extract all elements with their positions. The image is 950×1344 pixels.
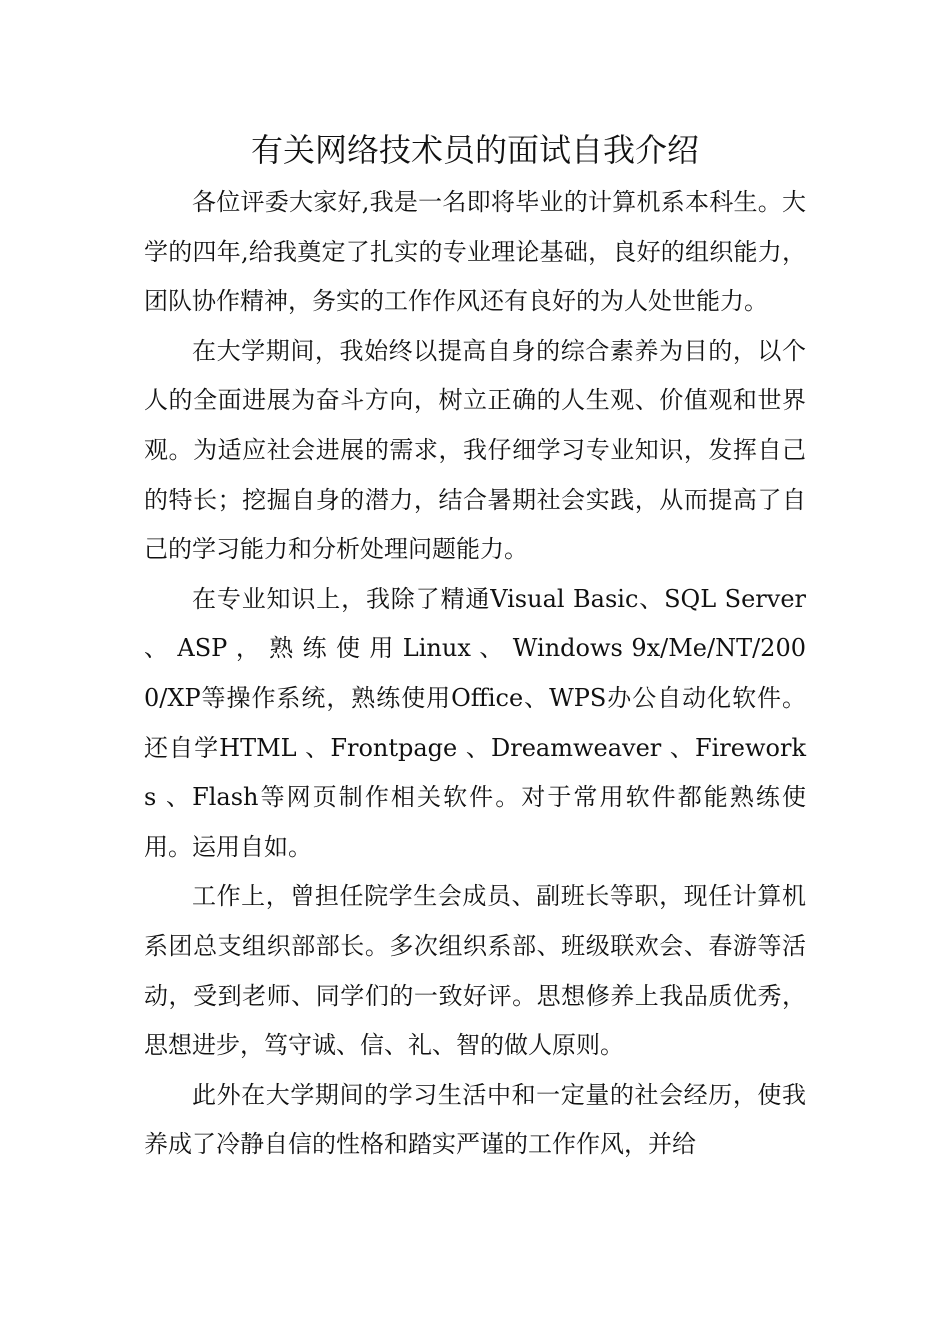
paragraph-intro: 各位评委大家好,我是一名即将毕业的计算机系本科生。大学的四年,给我奠定了扎实的专业理论基础，良好的组织能力，团队协作精神，务实的工作作风还有良好的为人处世能力。: [144, 188, 806, 316]
document-body: [144, 178, 806, 1170]
paragraph-work-experience: 工作上，曾担任院学生会成员、副班长等职，现任计算机系团总支组织部部长。多次组织系部、班级联欢会、春游等活动，受到老师、同学们的一致好评。思想修养上我品质优秀，思想进步，笃守诚、信、礼、智的做人原则。: [144, 882, 806, 1060]
paragraph-professional-skills: 在专业知识上，我除了精通Visual Basic、SQL Server 、 ASP ， 熟 练 使 用 Linux 、 Windows 9x/Me/NT/2000/XP等操作系统，熟练使用Office、WPS办公自动化软件。还自学HTML 、Frontpage 、Dreamweaver 、Fireworks 、Flash等网页制作相关软件。对于常用软件都能熟练使用。运用自如。: [144, 584, 806, 861]
document-title: 有关网络技术员的面试自我介绍: [250, 131, 699, 169]
paragraph-additional: 此外在大学期间的学习生活中和一定量的社会经历，使我养成了冷静自信的性格和踏实严谨的工作作风，并给: [144, 1080, 806, 1159]
paragraph-university-period: 在大学期间，我始终以提高自身的综合素养为目的，以个人的全面进展为奋斗方向，树立正确的人生观、价值观和世界观。为适应社会进展的需求，我仔细学习专业知识，发挥自己的特长；挖掘自身的潜力，结合暑期社会实践，从而提高了自己的学习能力和分析处理问题能力。: [144, 336, 806, 564]
